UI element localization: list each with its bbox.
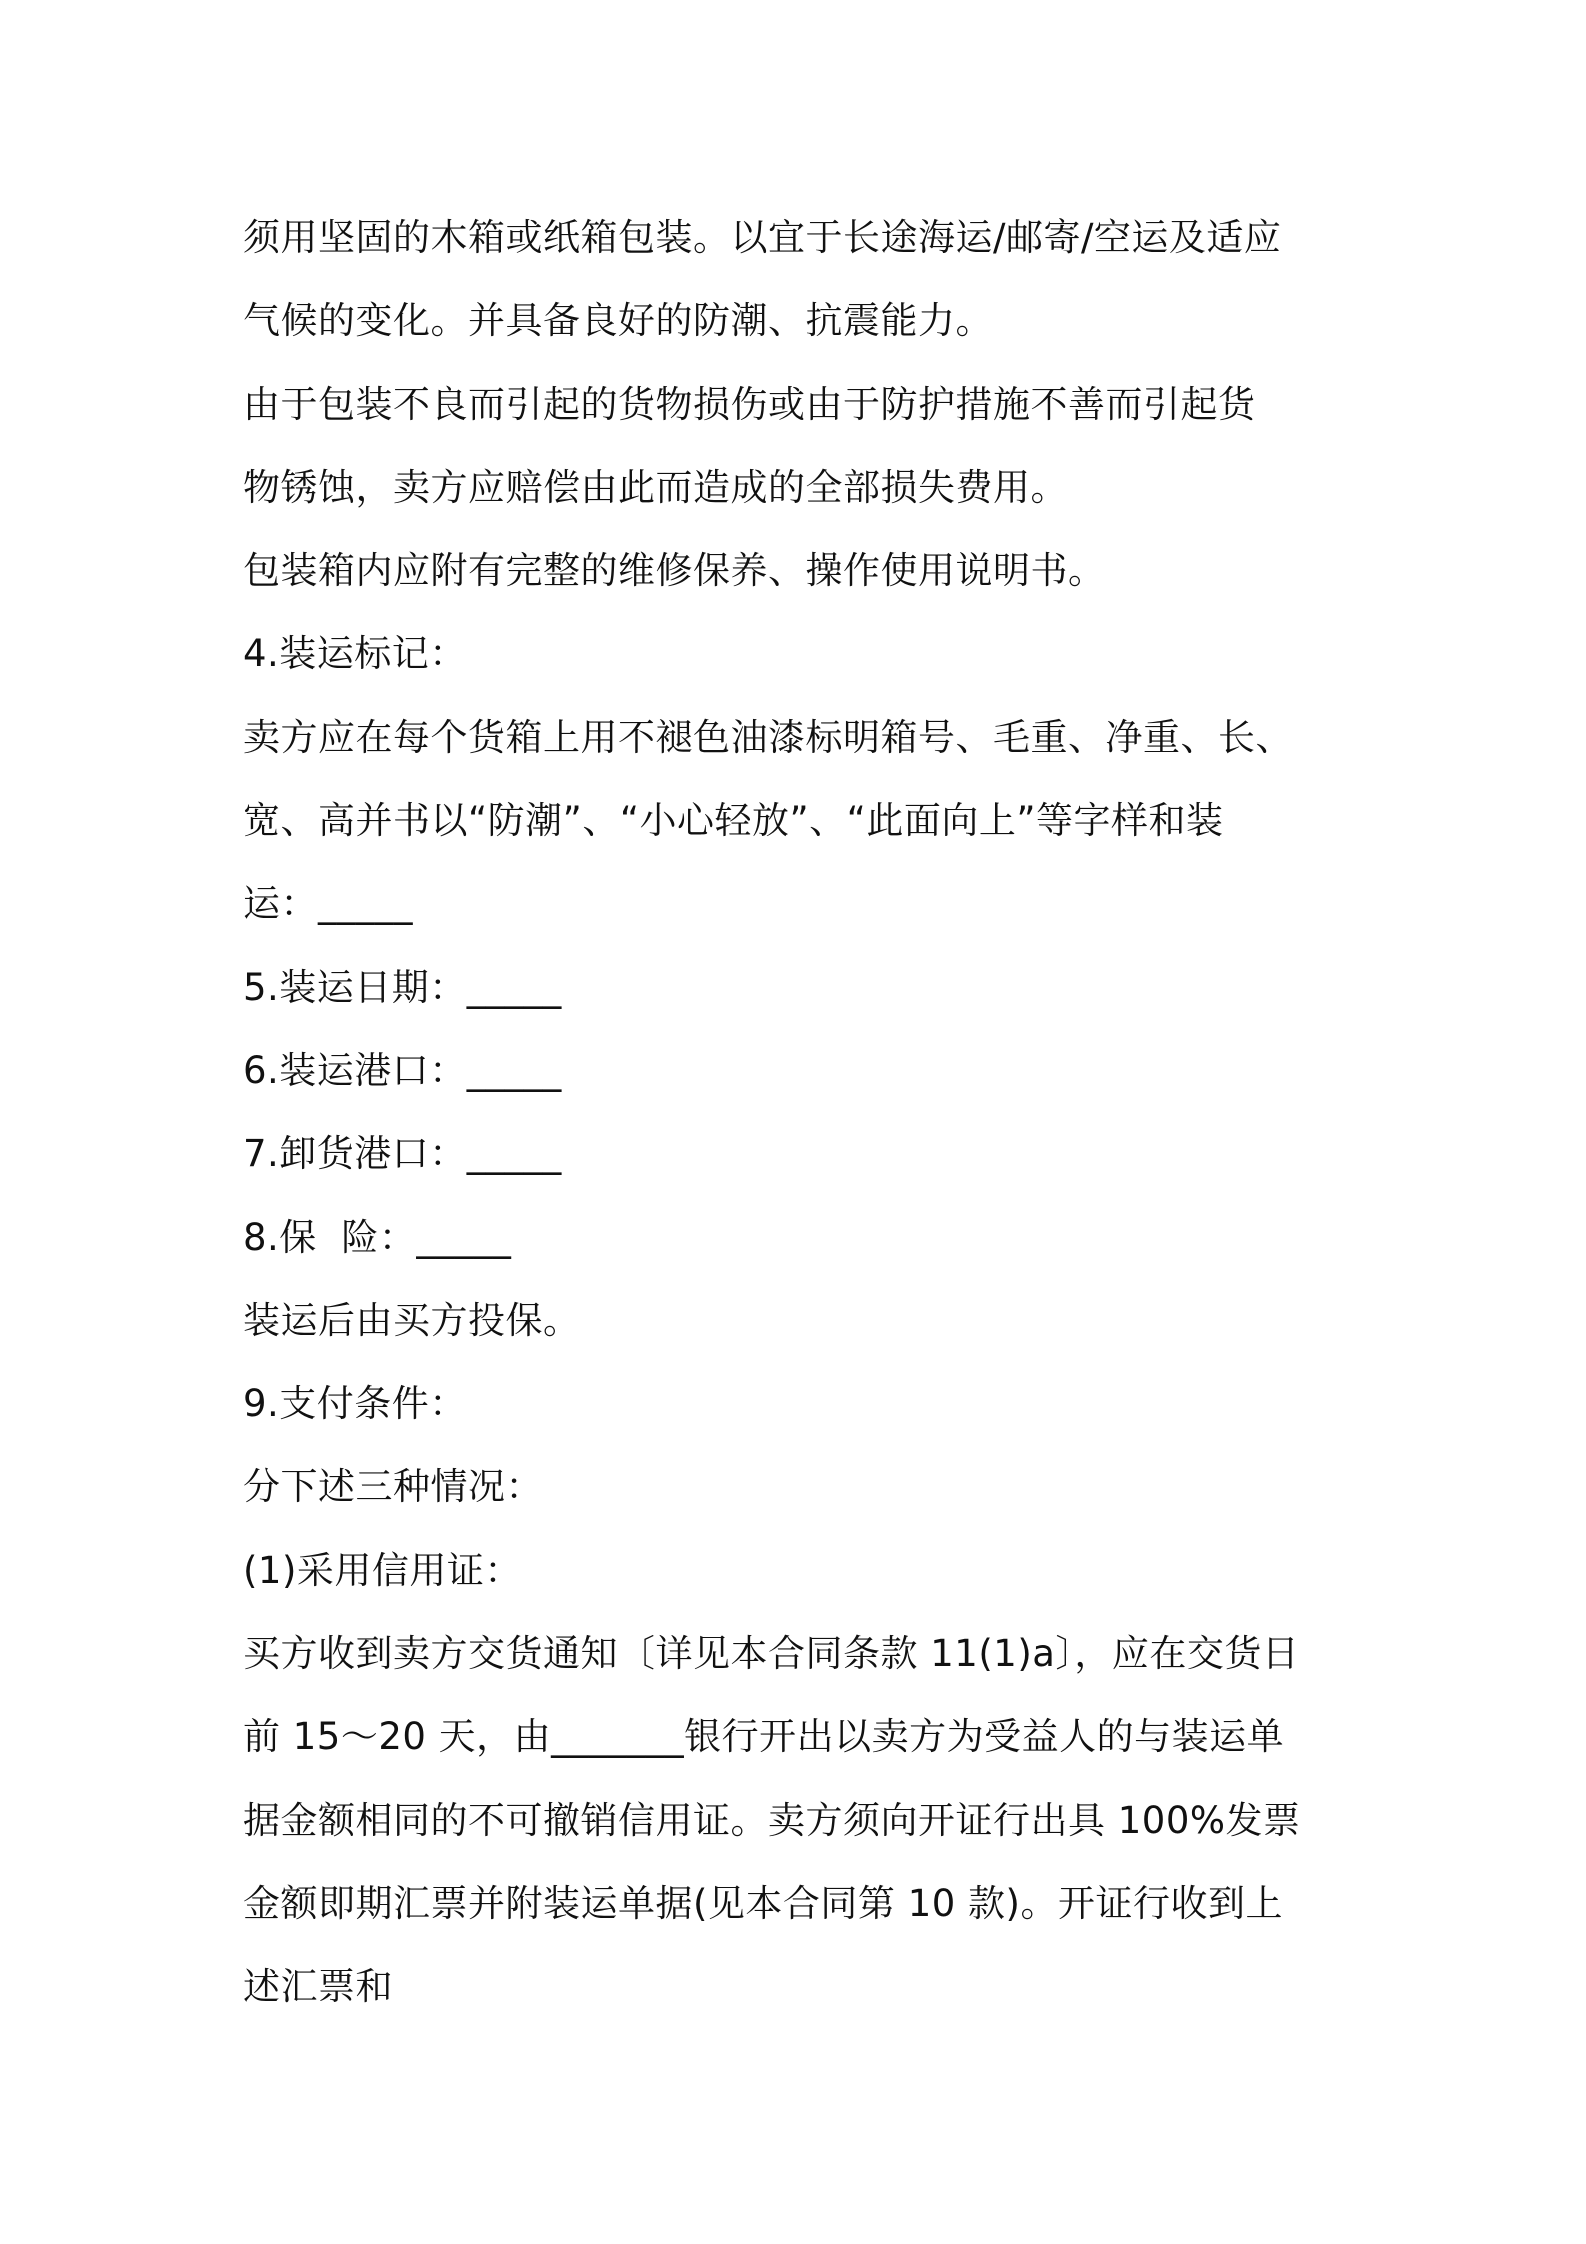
- text-line: 宽、高并书以“防潮”、“小心轻放”、“此面向上”等字样和装: [243, 799, 1224, 843]
- text-line: 据金额相同的不可撤销信用证。卖方须向开证行出具 100%发票: [243, 1798, 1301, 1842]
- text-line: 包装箱内应附有完整的维修保养、操作使用说明书。: [243, 549, 1106, 593]
- text-line: 述汇票和: [243, 1965, 393, 2009]
- section-heading-payment-terms: 9.支付条件：: [243, 1382, 467, 1426]
- text-line: 买方收到卖方交货通知〔详见本合同条款 11(1)a〕，应在交货日: [243, 1632, 1300, 1676]
- text-line: 前 15～20 天，由_______银行开出以卖方为受益人的与装运单: [243, 1715, 1285, 1759]
- section-insurance: 8.保 险：_____: [243, 1215, 512, 1259]
- section-loading-port: 6.装运港口：_____: [243, 1048, 562, 1092]
- text-line: 物锈蚀，卖方应赔偿由此而造成的全部损失费用。: [243, 465, 1068, 509]
- text-line: 分下述三种情况：: [243, 1465, 543, 1509]
- text-line: 气候的变化。并具备良好的防潮、抗震能力。: [243, 299, 993, 343]
- text-line: 装运后由买方投保。: [243, 1298, 581, 1342]
- text-line: 运：_____: [243, 882, 413, 926]
- section-heading-shipping-marks: 4.装运标记：: [243, 632, 467, 676]
- document-body: [243, 196, 1363, 2029]
- subsection-letter-of-credit: (1)采用信用证：: [243, 1548, 522, 1592]
- text-line: 卖方应在每个货箱上用不褪色油漆标明箱号、毛重、净重、长、: [243, 715, 1293, 759]
- section-shipping-date: 5.装运日期：_____: [243, 965, 562, 1009]
- section-discharge-port: 7.卸货港口：_____: [243, 1132, 562, 1176]
- text-line: 由于包装不良而引起的货物损伤或由于防护措施不善而引起货: [243, 382, 1256, 426]
- text-line: 金额即期汇票并附装运单据(见本合同第 10 款)。开证行收到上: [243, 1881, 1283, 1925]
- text-line: 须用坚固的木箱或纸箱包装。以宜于长途海运/邮寄/空运及适应: [243, 216, 1282, 259]
